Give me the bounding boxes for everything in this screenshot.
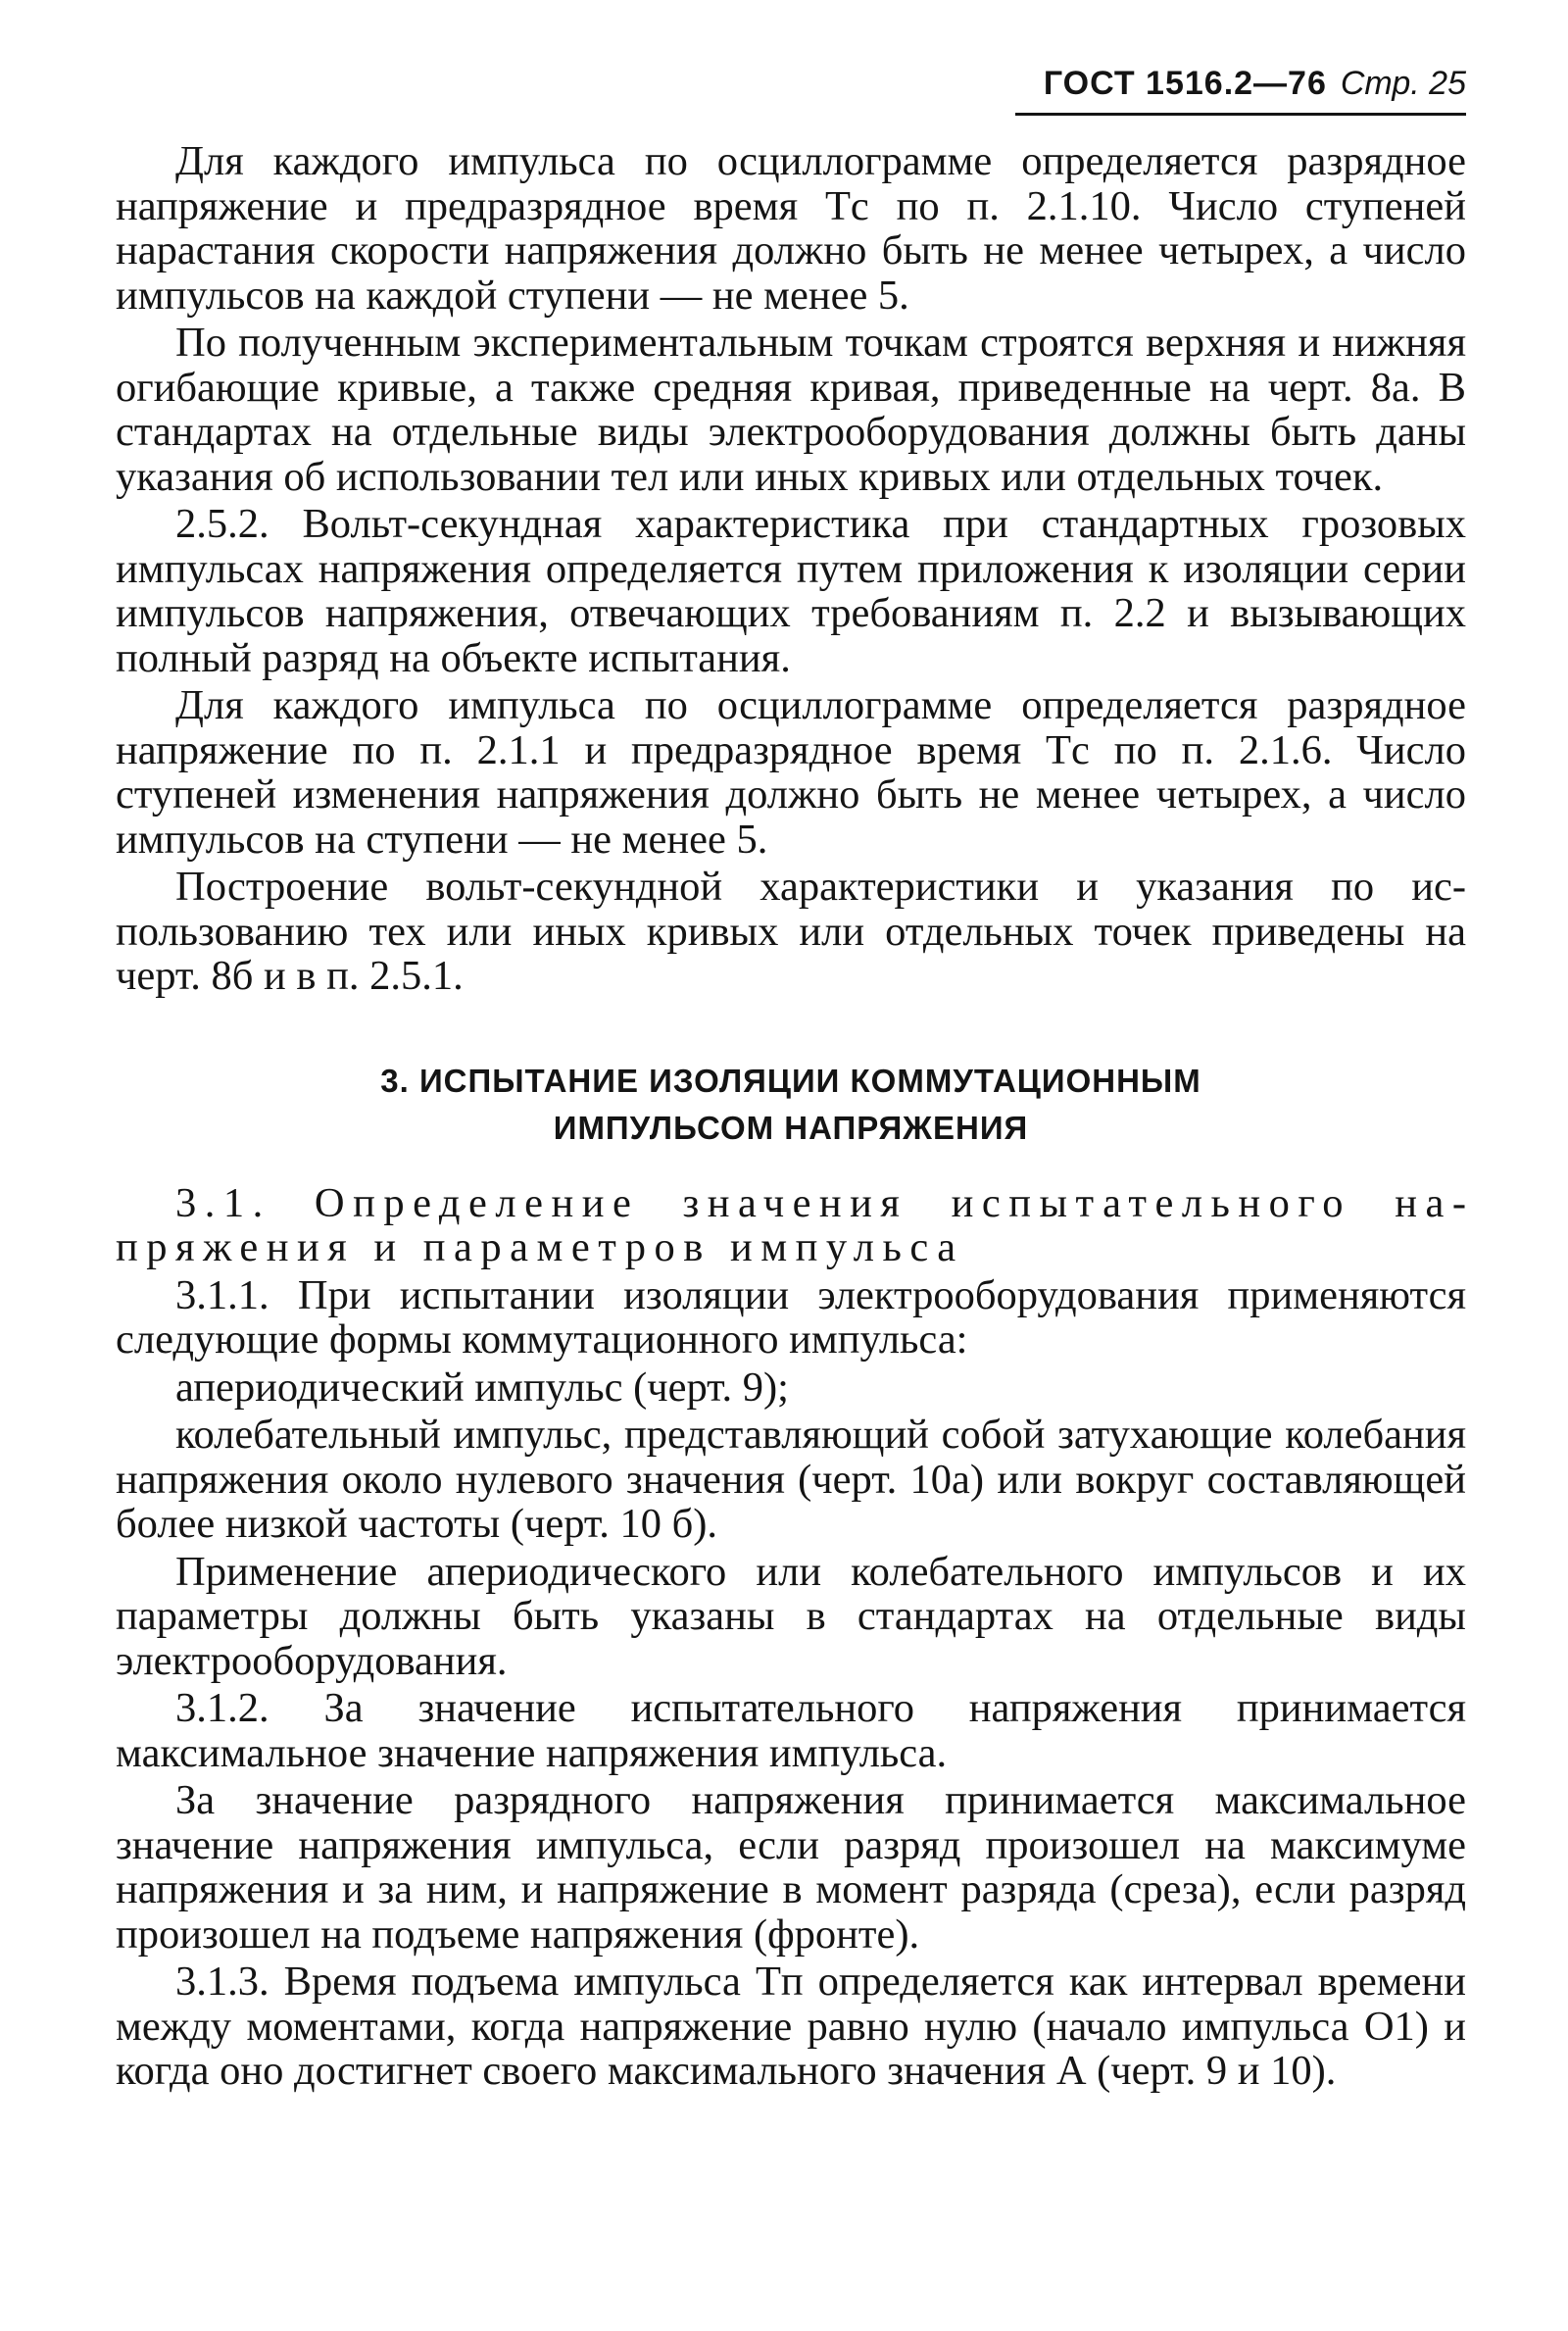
paragraph: По полученным экспериментальным точкам строятся верхняя и нижняя огибающие кривые, а также средняя кривая, приведенные на черт. 8а. В стандартах на отдельные виды электрооборудования должны быть даны указания об использовании тел или иных кривых или отдельных точек. <box>116 320 1466 500</box>
section-heading-line: 3. ИСПЫТАНИЕ ИЗОЛЯЦИИ КОММУТАЦИОННЫМ <box>380 1062 1201 1099</box>
list-item: апериодический импульс (черт. 9); <box>175 1364 789 1411</box>
paragraph: Для каждого импульса по осциллограмме определяется разрядное напряжение по п. 2.1.1 и предразрядное время Tс по п. 2.1.6. Число ступеней изменения напряжения должно быть не менее четырех, а число импульсов на ступени — не менее 5. <box>116 682 1466 863</box>
page-number: Стр. 25 <box>1340 65 1466 102</box>
paragraph: За значение разрядного напряжения принимается максимальное значение напряжения импульса, если разряд произошел на максимуме напряжения и за ним, и напряжение в момент разряда (среза), если разряд произошел на подъеме напряжения (фронте). <box>116 1777 1466 1958</box>
main-text <box>116 139 1466 2094</box>
list-item: колебательный импульс, представляющий собой затухающие колебания напряжения около нулевого значения (черт. 10а) или вокруг составляющей более низкой частоты (черт. 10 б). <box>116 1412 1466 1547</box>
paragraph: 3.1.2. За значение испытательного напряжения принимается максимальное значение напряжения импульса. <box>116 1685 1466 1776</box>
paragraph: Построение вольт-секундной характеристики и указания по использованию тех или иных кривых или отдельных точек приведены на черт. 8б и в п. 2.5.1. <box>116 864 1466 999</box>
running-header <box>1015 39 1466 116</box>
standard-number: ГОСТ 1516.2—76 <box>1043 65 1327 102</box>
paragraph: 3.1.1. При испытании изоляции электрооборудования применяются следующие формы коммутационного импульса: <box>116 1271 1466 1363</box>
paragraph: 3.1.3. Время подъема импульса Tп определяется как интервал времени между моментами, когда напряжение равно нулю (начало импульса O1) и когда оно достигнет своего максимального значения А (черт. 9 и 10). <box>116 1959 1466 2094</box>
subsection-title: 3.1. Определение значения испытательного напряжения и параметров импульса <box>116 1179 1466 1270</box>
paragraph: Для каждого импульса по осциллограмме определяется разрядное напряжение и предразрядное время Tс по п. 2.1.10. Число ступеней нарастания скорости напряжения должно быть не менее четырех, а число импульсов на каждой ступени — не менее 5. <box>116 138 1466 319</box>
section-heading-line: ИМПУЛЬСОМ НАПРЯЖЕНИЯ <box>553 1109 1029 1146</box>
paragraph: 2.5.2. Вольт-секундная характеристика при стандартных грозовых импульсах напряжения определяется путем приложения к изоляции серии импульсов напряжения, отвечающих требованиям п. 2.2 и вызывающих полный разряд на объекте испытания. <box>116 501 1466 681</box>
paragraph: Применение апериодического или колебательного импульсов и их параметры должны быть указаны в стандартах на отдельные виды электрооборудования. <box>116 1548 1466 1684</box>
document-page <box>116 39 1466 2097</box>
section-heading <box>116 1058 1466 1152</box>
